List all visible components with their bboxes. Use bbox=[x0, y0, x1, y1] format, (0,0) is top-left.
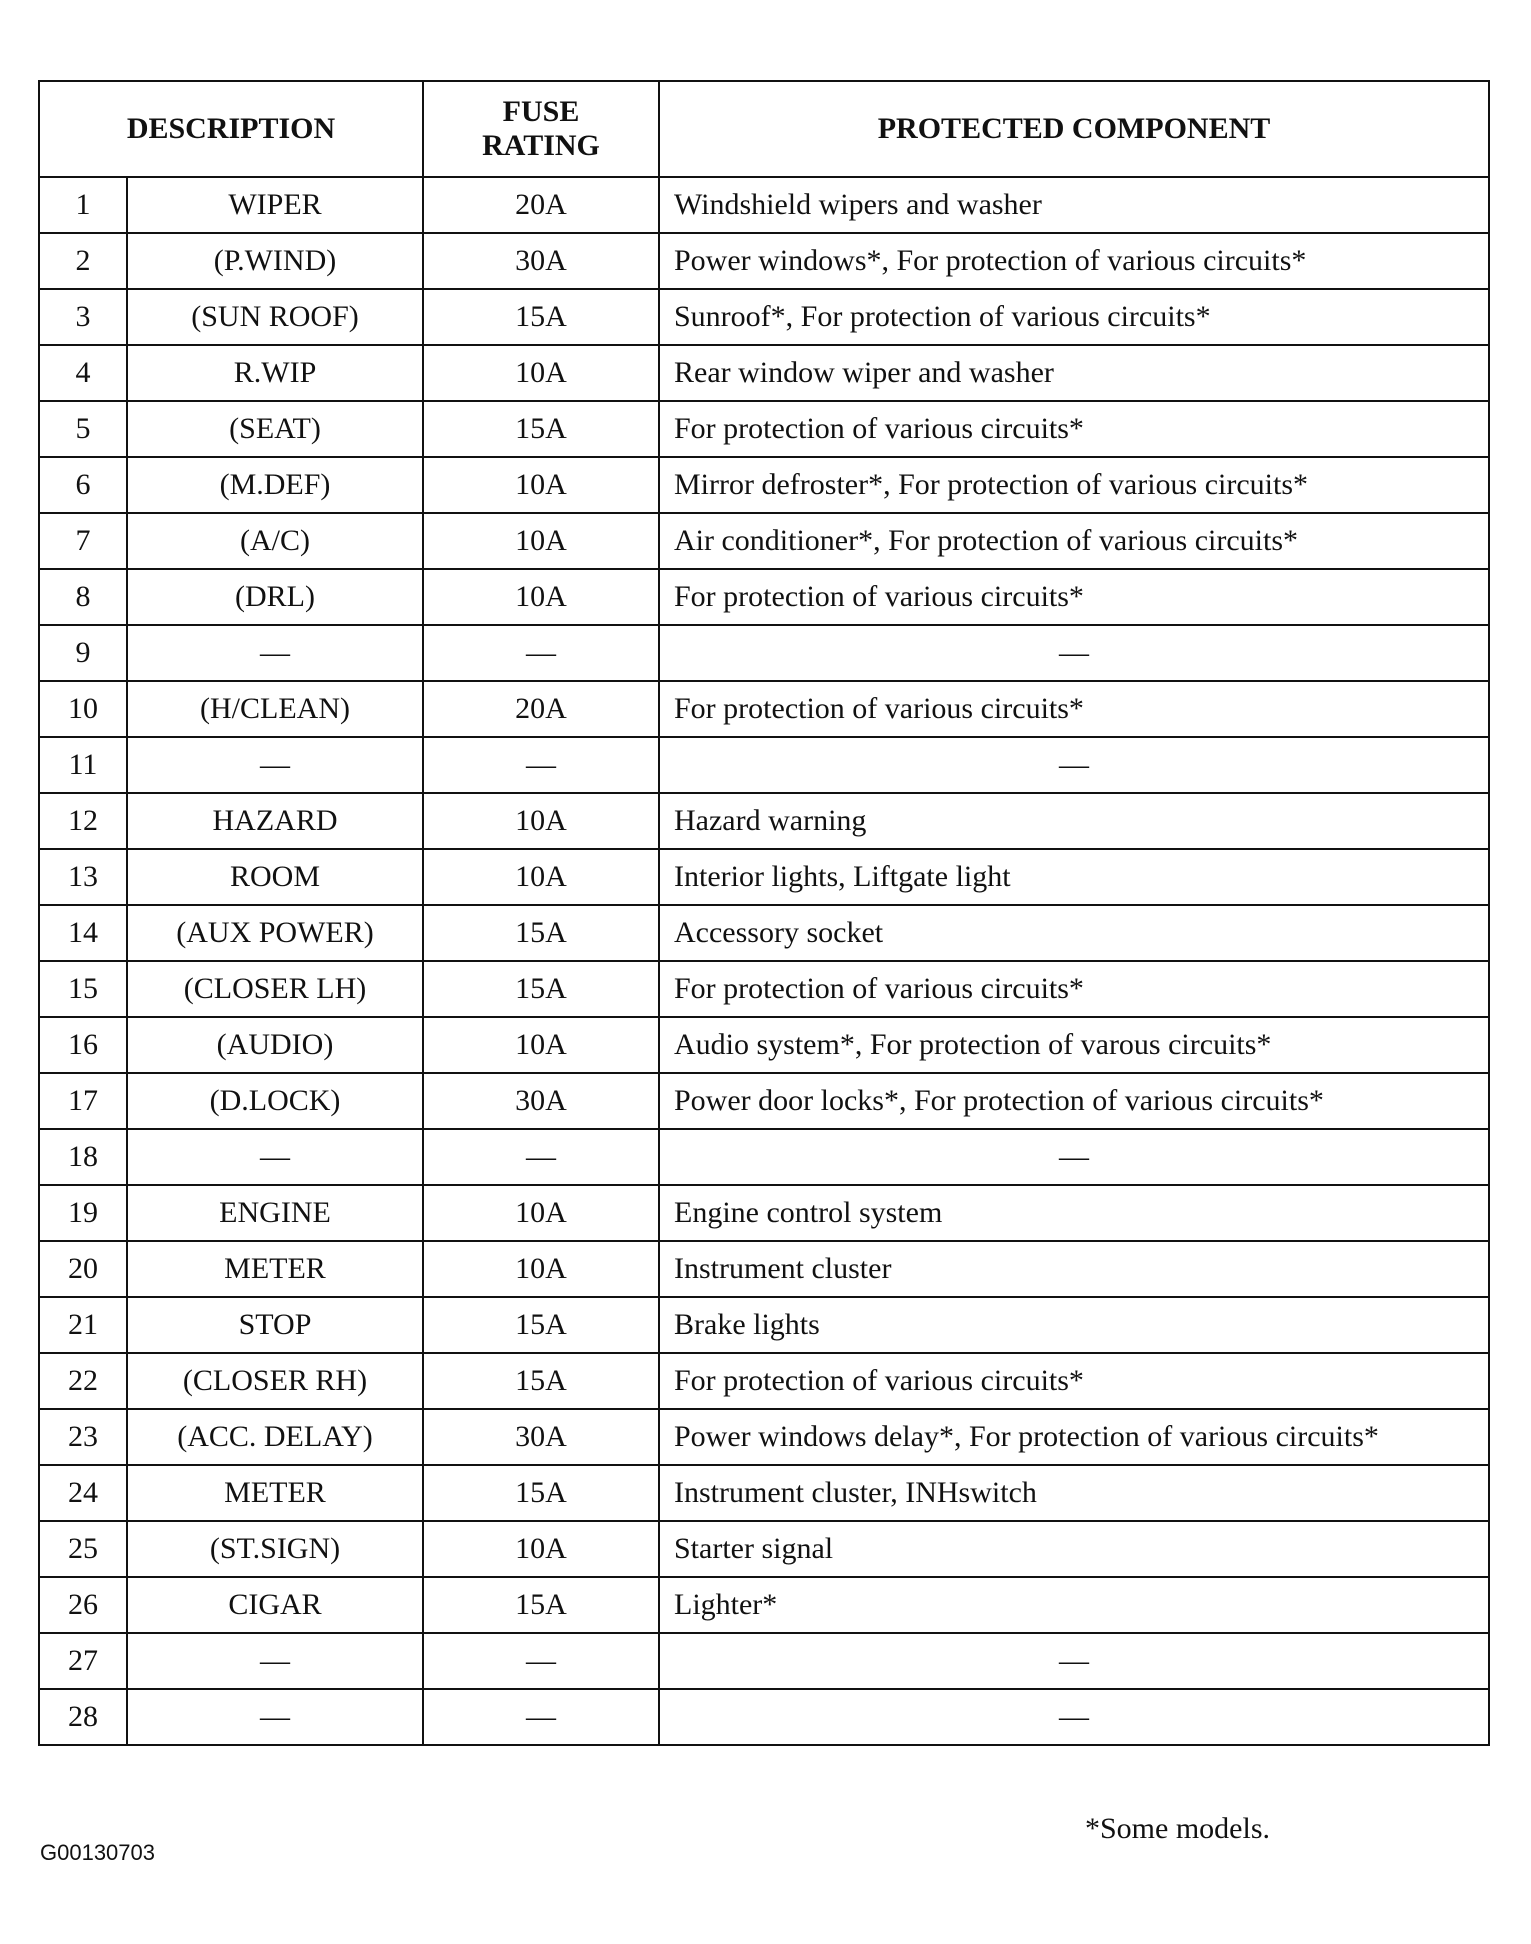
fuse-number-cell: 10 bbox=[39, 681, 127, 737]
table-row bbox=[39, 1353, 1489, 1409]
fuse-description-cell: (SEAT) bbox=[127, 401, 423, 457]
protected-component-cell: Power door locks*, For protection of various circuits* bbox=[659, 1073, 1489, 1129]
fuse-rating-cell: 10A bbox=[423, 457, 659, 513]
table-row bbox=[39, 1297, 1489, 1353]
fuse-rating-cell: 15A bbox=[423, 1297, 659, 1353]
fuse-number-cell: 19 bbox=[39, 1185, 127, 1241]
fuse-rating-cell: 30A bbox=[423, 1409, 659, 1465]
table-row bbox=[39, 1073, 1489, 1129]
fuse-description-cell: ENGINE bbox=[127, 1185, 423, 1241]
fuse-rating-cell: — bbox=[423, 1689, 659, 1745]
fuse-description-cell: — bbox=[127, 625, 423, 681]
fuse-description-cell: (D.LOCK) bbox=[127, 1073, 423, 1129]
fuse-rating-cell: 15A bbox=[423, 401, 659, 457]
table-row bbox=[39, 177, 1489, 233]
header-protected-component: PROTECTED COMPONENT bbox=[659, 81, 1489, 177]
table-row bbox=[39, 345, 1489, 401]
table-row bbox=[39, 1409, 1489, 1465]
fuse-number-cell: 5 bbox=[39, 401, 127, 457]
protected-component-cell: Sunroof*, For protection of various circuits* bbox=[659, 289, 1489, 345]
protected-component-cell: Instrument cluster, INHswitch bbox=[659, 1465, 1489, 1521]
table-row bbox=[39, 849, 1489, 905]
protected-component-cell: Lighter* bbox=[659, 1577, 1489, 1633]
protected-component-cell: Air conditioner*, For protection of various circuits* bbox=[659, 513, 1489, 569]
table-row bbox=[39, 233, 1489, 289]
fuse-description-cell: (H/CLEAN) bbox=[127, 681, 423, 737]
table-row bbox=[39, 1129, 1489, 1185]
fuse-rating-cell: 30A bbox=[423, 1073, 659, 1129]
fuse-number-cell: 11 bbox=[39, 737, 127, 793]
fuse-table bbox=[38, 80, 1490, 1746]
fuse-description-cell: — bbox=[127, 737, 423, 793]
table-body bbox=[39, 177, 1489, 1745]
fuse-rating-cell: 15A bbox=[423, 961, 659, 1017]
fuse-number-cell: 27 bbox=[39, 1633, 127, 1689]
fuse-number-cell: 21 bbox=[39, 1297, 127, 1353]
fuse-number-cell: 15 bbox=[39, 961, 127, 1017]
protected-component-cell: For protection of various circuits* bbox=[659, 569, 1489, 625]
protected-component-cell: Windshield wipers and washer bbox=[659, 177, 1489, 233]
fuse-rating-cell: 10A bbox=[423, 345, 659, 401]
fuse-number-cell: 18 bbox=[39, 1129, 127, 1185]
fuse-description-cell: STOP bbox=[127, 1297, 423, 1353]
fuse-number-cell: 20 bbox=[39, 1241, 127, 1297]
fuse-rating-cell: — bbox=[423, 1129, 659, 1185]
table-header-row bbox=[39, 81, 1489, 177]
fuse-number-cell: 12 bbox=[39, 793, 127, 849]
fuse-rating-cell: 20A bbox=[423, 681, 659, 737]
protected-component-cell: Engine control system bbox=[659, 1185, 1489, 1241]
protected-component-cell: Power windows*, For protection of various circuits* bbox=[659, 233, 1489, 289]
table-row bbox=[39, 681, 1489, 737]
fuse-number-cell: 28 bbox=[39, 1689, 127, 1745]
table-row bbox=[39, 625, 1489, 681]
fuse-description-cell: CIGAR bbox=[127, 1577, 423, 1633]
protected-component-cell: — bbox=[659, 625, 1489, 681]
fuse-rating-cell: 15A bbox=[423, 1465, 659, 1521]
fuse-number-cell: 14 bbox=[39, 905, 127, 961]
fuse-rating-cell: 10A bbox=[423, 849, 659, 905]
protected-component-cell: Accessory socket bbox=[659, 905, 1489, 961]
table-row bbox=[39, 1521, 1489, 1577]
fuse-number-cell: 26 bbox=[39, 1577, 127, 1633]
protected-component-cell: Hazard warning bbox=[659, 793, 1489, 849]
protected-component-cell: For protection of various circuits* bbox=[659, 961, 1489, 1017]
fuse-number-cell: 13 bbox=[39, 849, 127, 905]
header-fuse-rating bbox=[423, 81, 659, 177]
fuse-description-cell: (SUN ROOF) bbox=[127, 289, 423, 345]
fuse-rating-cell: — bbox=[423, 1633, 659, 1689]
fuse-rating-cell: — bbox=[423, 625, 659, 681]
fuse-number-cell: 23 bbox=[39, 1409, 127, 1465]
fuse-description-cell: (AUX POWER) bbox=[127, 905, 423, 961]
table-row bbox=[39, 1241, 1489, 1297]
fuse-rating-cell: 10A bbox=[423, 513, 659, 569]
fuse-rating-cell: 15A bbox=[423, 289, 659, 345]
table-row bbox=[39, 569, 1489, 625]
protected-component-cell: Brake lights bbox=[659, 1297, 1489, 1353]
fuse-number-cell: 16 bbox=[39, 1017, 127, 1073]
fuse-description-cell: (ST.SIGN) bbox=[127, 1521, 423, 1577]
protected-component-cell: Rear window wiper and washer bbox=[659, 345, 1489, 401]
protected-component-cell: Starter signal bbox=[659, 1521, 1489, 1577]
fuse-description-cell: — bbox=[127, 1633, 423, 1689]
fuse-description-cell: (CLOSER RH) bbox=[127, 1353, 423, 1409]
protected-component-cell: For protection of various circuits* bbox=[659, 1353, 1489, 1409]
fuse-description-cell: (M.DEF) bbox=[127, 457, 423, 513]
header-fuse-rating-line2: RATING bbox=[482, 129, 600, 162]
table-row bbox=[39, 961, 1489, 1017]
table-row bbox=[39, 1689, 1489, 1745]
protected-component-cell: — bbox=[659, 1689, 1489, 1745]
fuse-number-cell: 1 bbox=[39, 177, 127, 233]
fuse-description-cell: (P.WIND) bbox=[127, 233, 423, 289]
fuse-description-cell: — bbox=[127, 1129, 423, 1185]
protected-component-cell: For protection of various circuits* bbox=[659, 681, 1489, 737]
fuse-rating-cell: 10A bbox=[423, 793, 659, 849]
table-row bbox=[39, 513, 1489, 569]
fuse-description-cell: (AUDIO) bbox=[127, 1017, 423, 1073]
figure-id: G00130703 bbox=[40, 1840, 155, 1865]
header-fuse-rating-line1: FUSE bbox=[502, 94, 580, 128]
fuse-number-cell: 25 bbox=[39, 1521, 127, 1577]
fuse-description-cell: (CLOSER LH) bbox=[127, 961, 423, 1017]
fuse-number-cell: 17 bbox=[39, 1073, 127, 1129]
fuse-rating-cell: 10A bbox=[423, 569, 659, 625]
header-description: DESCRIPTION bbox=[39, 81, 423, 177]
fuse-number-cell: 24 bbox=[39, 1465, 127, 1521]
fuse-number-cell: 3 bbox=[39, 289, 127, 345]
fuse-description-cell: (ACC. DELAY) bbox=[127, 1409, 423, 1465]
fuse-rating-cell: — bbox=[423, 737, 659, 793]
fuse-number-cell: 6 bbox=[39, 457, 127, 513]
fuse-number-cell: 2 bbox=[39, 233, 127, 289]
fuse-description-cell: ROOM bbox=[127, 849, 423, 905]
protected-component-cell: Audio system*, For protection of varous circuits* bbox=[659, 1017, 1489, 1073]
protected-component-cell: — bbox=[659, 1633, 1489, 1689]
fuse-number-cell: 8 bbox=[39, 569, 127, 625]
fuse-rating-cell: 10A bbox=[423, 1017, 659, 1073]
footnote: *Some models. bbox=[1085, 1812, 1270, 1845]
protected-component-cell: — bbox=[659, 737, 1489, 793]
table-row bbox=[39, 289, 1489, 345]
fuse-rating-cell: 15A bbox=[423, 1577, 659, 1633]
table-row bbox=[39, 1185, 1489, 1241]
table-row bbox=[39, 905, 1489, 961]
table-row bbox=[39, 1633, 1489, 1689]
fuse-rating-cell: 10A bbox=[423, 1241, 659, 1297]
table-row bbox=[39, 793, 1489, 849]
table-row bbox=[39, 1017, 1489, 1073]
protected-component-cell: For protection of various circuits* bbox=[659, 401, 1489, 457]
table-row bbox=[39, 1465, 1489, 1521]
fuse-number-cell: 9 bbox=[39, 625, 127, 681]
fuse-rating-cell: 30A bbox=[423, 233, 659, 289]
protected-component-cell: Mirror defroster*, For protection of various circuits* bbox=[659, 457, 1489, 513]
table-row bbox=[39, 401, 1489, 457]
fuse-rating-cell: 10A bbox=[423, 1521, 659, 1577]
fuse-rating-cell: 15A bbox=[423, 905, 659, 961]
table-row bbox=[39, 457, 1489, 513]
fuse-rating-cell: 15A bbox=[423, 1353, 659, 1409]
protected-component-cell: Interior lights, Liftgate light bbox=[659, 849, 1489, 905]
fuse-description-cell: (A/C) bbox=[127, 513, 423, 569]
table-row bbox=[39, 737, 1489, 793]
fuse-number-cell: 4 bbox=[39, 345, 127, 401]
fuse-description-cell: WIPER bbox=[127, 177, 423, 233]
fuse-number-cell: 7 bbox=[39, 513, 127, 569]
protected-component-cell: Instrument cluster bbox=[659, 1241, 1489, 1297]
fuse-number-cell: 22 bbox=[39, 1353, 127, 1409]
fuse-description-cell: METER bbox=[127, 1465, 423, 1521]
fuse-rating-cell: 20A bbox=[423, 177, 659, 233]
fuse-description-cell: (DRL) bbox=[127, 569, 423, 625]
fuse-description-cell: METER bbox=[127, 1241, 423, 1297]
table-row bbox=[39, 1577, 1489, 1633]
fuse-rating-cell: 10A bbox=[423, 1185, 659, 1241]
fuse-description-cell: R.WIP bbox=[127, 345, 423, 401]
protected-component-cell: Power windows delay*, For protection of various circuits* bbox=[659, 1409, 1489, 1465]
fuse-description-cell: HAZARD bbox=[127, 793, 423, 849]
protected-component-cell: — bbox=[659, 1129, 1489, 1185]
fuse-description-cell: — bbox=[127, 1689, 423, 1745]
